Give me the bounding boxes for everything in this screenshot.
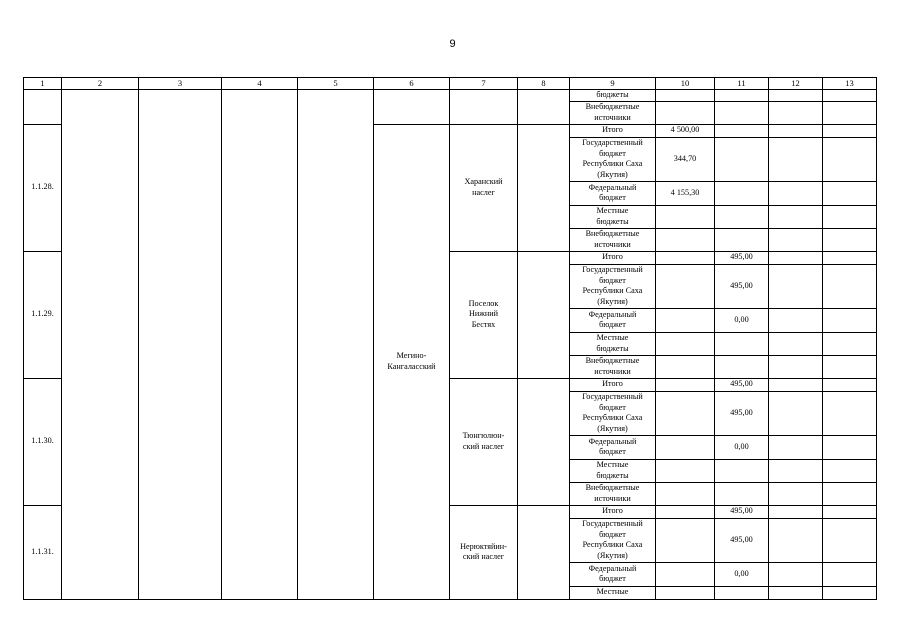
col10-value-cell [656, 562, 715, 586]
col12-cell [769, 332, 823, 355]
col10-value-cell [656, 378, 715, 391]
source-cell-local [570, 332, 656, 355]
empty-col8-cell [518, 505, 570, 599]
col12-cell [769, 264, 823, 308]
col12-cell [769, 137, 823, 181]
source-label: Государственный бюджет Республики Саха (Якутия) [582, 138, 643, 179]
col10-cell [656, 90, 715, 102]
col12-cell [769, 251, 823, 264]
source-cell-republic [570, 264, 656, 308]
source-cell-extra [570, 355, 656, 378]
column-header-8: 8 [518, 78, 570, 90]
locality-cell [450, 378, 518, 505]
col13-cell [823, 435, 877, 459]
col12-cell [769, 181, 823, 205]
col13-cell [823, 90, 877, 102]
group-code-cell-prev [24, 90, 62, 125]
col12-cell [769, 586, 823, 599]
district-name: Мегино- Кангаласский [387, 351, 436, 371]
col13-cell [823, 332, 877, 355]
col10-value-cell [656, 391, 715, 435]
column-header-3: 3 [139, 78, 222, 90]
source-cell-republic [570, 518, 656, 562]
source-label: Внебюджетные источники [585, 356, 640, 376]
source-cell-federal [570, 435, 656, 459]
column-header-9: 9 [570, 78, 656, 90]
col11-value-cell [715, 181, 769, 205]
empty-col8-cell [518, 251, 570, 378]
locality-cell-prev [450, 90, 518, 125]
col10-value-cell [656, 505, 715, 518]
col11-value-cell [715, 482, 769, 505]
col10-value-cell [656, 332, 715, 355]
col12-cell [769, 505, 823, 518]
col10-value-cell [656, 264, 715, 308]
page-number: 9 [449, 38, 456, 50]
column-header-12: 12 [769, 78, 823, 90]
source-cell-local: бюджеты [570, 90, 656, 102]
source-cell-federal [570, 562, 656, 586]
col11-cell [715, 101, 769, 124]
source-label: Государственный бюджет Республики Саха (Якутия) [582, 265, 643, 306]
locality-name: Поселок Нижний Бестях [468, 298, 499, 329]
col12-cell [769, 228, 823, 251]
col11-cell [715, 90, 769, 102]
col11-value-cell [715, 332, 769, 355]
locality-name: Нерюктяйин- ский наслег [460, 541, 507, 561]
col13-cell [823, 391, 877, 435]
source-cell-local [570, 205, 656, 228]
source-label: Местные бюджеты [596, 206, 629, 226]
col13-cell [823, 228, 877, 251]
col11-value-cell [715, 137, 769, 181]
source-cell-federal [570, 308, 656, 332]
source-label: Федеральный бюджет [588, 436, 637, 456]
col13-cell [823, 181, 877, 205]
source-label: Итого [602, 506, 623, 516]
district-cell-prev [374, 90, 450, 125]
source-cell-extra: Внебюджетные источники [570, 101, 656, 124]
col13-cell [823, 251, 877, 264]
col11-value-cell: 495,00 [715, 391, 769, 435]
col10-cell [656, 101, 715, 124]
source-label: Государственный бюджет Республики Саха (Якутия) [582, 392, 643, 433]
group-code-cell: 1.1.28. [24, 124, 62, 251]
col13-cell [823, 205, 877, 228]
source-cell-total [570, 378, 656, 391]
source-cell-local_partial [570, 586, 656, 599]
col10-value-cell: 4 500,00 [656, 124, 715, 137]
locality-cell [450, 505, 518, 599]
col13-cell [823, 562, 877, 586]
column-header-5: 5 [298, 78, 374, 90]
column-header-4: 4 [222, 78, 298, 90]
source-label: Итого [602, 379, 623, 389]
col10-value-cell [656, 459, 715, 482]
col10-value-cell [656, 308, 715, 332]
source-cell-local [570, 459, 656, 482]
column-header-6: 6 [374, 78, 450, 90]
locality-cell [450, 251, 518, 378]
source-cell-total [570, 505, 656, 518]
group-code-cell: 1.1.31. [24, 505, 62, 599]
column-header-13: 13 [823, 78, 877, 90]
locality-name: Тюнгюлюн- ский наслег [462, 431, 505, 451]
col11-value-cell: 0,00 [715, 308, 769, 332]
empty-col2-cell [62, 90, 139, 600]
source-label: Местные бюджеты [596, 333, 629, 353]
col12-cell [769, 90, 823, 102]
column-header-10: 10 [656, 78, 715, 90]
col10-value-cell [656, 482, 715, 505]
col10-value-cell [656, 251, 715, 264]
col11-value-cell: 0,00 [715, 562, 769, 586]
empty-col3-cell [139, 90, 222, 600]
source-label: Внебюджетные источники [585, 229, 640, 249]
col11-value-cell: 495,00 [715, 264, 769, 308]
source-label: Итого [602, 125, 623, 135]
col13-cell [823, 482, 877, 505]
col11-value-cell [715, 459, 769, 482]
source-cell-republic [570, 137, 656, 181]
col10-value-cell [656, 228, 715, 251]
empty-col8-cell [518, 90, 570, 125]
col10-value-cell [656, 355, 715, 378]
col10-value-cell: 4 155,30 [656, 181, 715, 205]
col13-cell [823, 459, 877, 482]
column-header-11: 11 [715, 78, 769, 90]
source-label: Местные [596, 587, 629, 597]
col11-value-cell: 495,00 [715, 251, 769, 264]
source-label: Итого [602, 252, 623, 262]
empty-col8-cell [518, 378, 570, 505]
col13-cell [823, 308, 877, 332]
locality-cell [450, 124, 518, 251]
col12-cell [769, 124, 823, 137]
empty-col8-cell [518, 124, 570, 251]
source-cell-federal [570, 181, 656, 205]
source-label: Внебюджетные источники [585, 483, 640, 503]
source-label: Местные бюджеты [596, 460, 629, 480]
col13-cell [823, 264, 877, 308]
col13-cell [823, 137, 877, 181]
col11-value-cell [715, 228, 769, 251]
col12-cell [769, 482, 823, 505]
col12-cell [769, 435, 823, 459]
col11-value-cell: 495,00 [715, 505, 769, 518]
col13-cell [823, 355, 877, 378]
col10-value-cell [656, 518, 715, 562]
source-cell-total [570, 251, 656, 264]
col10-value-cell [656, 586, 715, 599]
col13-cell [823, 378, 877, 391]
col12-cell [769, 101, 823, 124]
column-header-1: 1 [24, 78, 62, 90]
col13-cell [823, 124, 877, 137]
col11-value-cell: 495,00 [715, 518, 769, 562]
col12-cell [769, 518, 823, 562]
table-row-continuation-local [24, 90, 877, 102]
col12-cell [769, 459, 823, 482]
column-header-2: 2 [62, 78, 139, 90]
col12-cell [769, 562, 823, 586]
col12-cell [769, 355, 823, 378]
empty-col4-cell [222, 90, 298, 600]
district-cell [374, 124, 450, 599]
col11-value-cell: 495,00 [715, 378, 769, 391]
col13-cell [823, 101, 877, 124]
source-label: Федеральный бюджет [588, 563, 637, 583]
source-cell-republic [570, 391, 656, 435]
column-header-7: 7 [450, 78, 518, 90]
empty-col5-cell [298, 90, 374, 600]
col10-value-cell [656, 205, 715, 228]
col13-cell [823, 505, 877, 518]
source-cell-extra [570, 228, 656, 251]
col12-cell [769, 205, 823, 228]
group-code-cell: 1.1.29. [24, 251, 62, 378]
source-cell-extra [570, 482, 656, 505]
table-header-row [24, 78, 877, 90]
col12-cell [769, 308, 823, 332]
col11-value-cell [715, 586, 769, 599]
source-label: Федеральный бюджет [588, 309, 637, 329]
locality-name: Харанский наслег [464, 177, 503, 197]
col10-value-cell: 344,70 [656, 137, 715, 181]
source-cell-total [570, 124, 656, 137]
source-label: Государственный бюджет Республики Саха (Якутия) [582, 519, 643, 560]
col12-cell [769, 391, 823, 435]
col11-value-cell: 0,00 [715, 435, 769, 459]
group-code-cell: 1.1.30. [24, 378, 62, 505]
col13-cell [823, 518, 877, 562]
col12-cell [769, 378, 823, 391]
col11-value-cell [715, 124, 769, 137]
col13-cell [823, 586, 877, 599]
source-label: Федеральный бюджет [588, 182, 637, 202]
col11-value-cell [715, 205, 769, 228]
col11-value-cell [715, 355, 769, 378]
budget-table [23, 77, 877, 600]
col10-value-cell [656, 435, 715, 459]
